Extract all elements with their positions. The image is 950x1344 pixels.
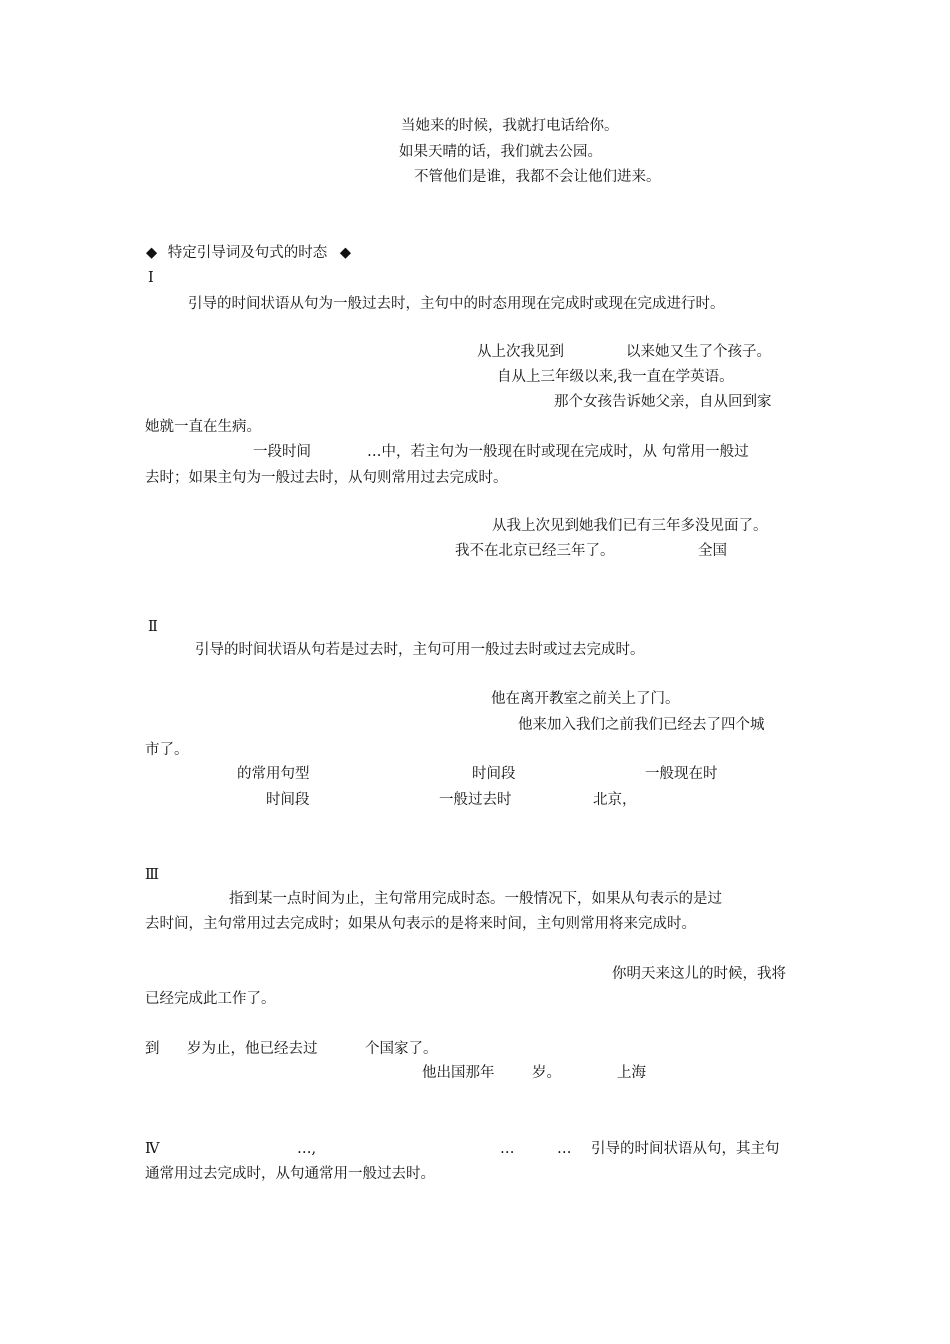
section-numeral: Ⅱ: [148, 619, 158, 635]
rule-text: 通常用过去完成时，从句通常用一般过去时。: [145, 1166, 435, 1182]
example-sentence: 岁为止，他已经去过: [187, 1041, 318, 1057]
example-sentence: 他在离开教室之前关上了门。: [491, 691, 680, 707]
example-sentence: 当她来的时候，我就打电话给你。: [401, 118, 619, 134]
example-sentence: 以来她又生了个孩子。: [626, 344, 771, 360]
note-text: …中，若主句为一般现在时或现在完成时，从 句常用一般过: [367, 444, 749, 460]
ellipsis-text: …: [557, 1141, 572, 1157]
rule-text: 引导的时间状语从句为一般过去时，主句中的时态用现在完成时或现在完成进行时。: [188, 296, 725, 312]
ellipsis-text: …: [500, 1141, 515, 1157]
example-sentence: 市了。: [145, 742, 189, 758]
section-title: 特定引导词及句式的时态: [167, 245, 328, 261]
example-sentence: 已经完成此工作了。: [145, 991, 276, 1007]
section-numeral: Ⅰ: [148, 270, 154, 286]
diamond-bullet-icon: ◆: [146, 245, 158, 261]
rule-text: 去时间，主句常用过去完成时；如果从句表示的是将来时间，主句则常用将来完成时。: [145, 916, 696, 932]
pattern-text: 时间段: [266, 792, 310, 808]
source-tag: 全国: [698, 543, 727, 559]
source-tag: 上海: [617, 1065, 646, 1081]
pattern-text: 一般现在时: [645, 766, 718, 782]
diamond-bullet-icon: ◆: [339, 245, 352, 261]
example-sentence: 如果天晴的话，我们就去公园。: [399, 144, 602, 160]
section-numeral: Ⅳ: [145, 1141, 160, 1157]
section-numeral: Ⅲ: [145, 867, 159, 883]
example-sentence: 那个女孩告诉她父亲，自从回到家: [554, 394, 772, 410]
example-sentence: 到: [145, 1041, 160, 1057]
example-sentence: 他来加入我们之前我们已经去了四个城: [518, 717, 765, 733]
example-sentence: 你明天来这儿的时候，我将: [612, 966, 786, 982]
pattern-text: 时间段: [472, 766, 516, 782]
example-sentence: 我不在北京已经三年了。: [455, 543, 615, 559]
ellipsis-text: …,: [297, 1141, 317, 1157]
section-heading: [146, 244, 351, 262]
rule-text: 引导的时间状语从句，其主句: [591, 1141, 780, 1157]
example-sentence: 从我上次见到她我们已有三年多没见面了。: [492, 518, 768, 534]
note-text: 一段时间: [253, 444, 311, 460]
example-sentence: 自从上三年级以来,我一直在学英语。: [497, 369, 734, 385]
example-sentence: 不管他们是谁，我都不会让他们进来。: [414, 169, 661, 185]
rule-text: 指到某一点时间为止，主句常用完成时态。一般情况下，如果从句表示的是过: [229, 891, 722, 907]
example-sentence: 他出国那年: [422, 1065, 495, 1081]
example-sentence: 从上次我见到: [477, 344, 564, 360]
source-tag: 北京，: [593, 792, 637, 808]
pattern-text: 的常用句型: [237, 766, 310, 782]
pattern-text: 一般过去时: [439, 792, 512, 808]
example-sentence: 她就一直在生病。: [145, 419, 261, 435]
example-sentence: 个国家了。: [365, 1041, 438, 1057]
rule-text: 引导的时间状语从句若是过去时，主句可用一般过去时或过去完成时。: [195, 642, 645, 658]
note-text: 去时；如果主句为一般过去时，从句则常用过去完成时。: [145, 470, 508, 486]
example-sentence: 岁。: [532, 1065, 561, 1081]
